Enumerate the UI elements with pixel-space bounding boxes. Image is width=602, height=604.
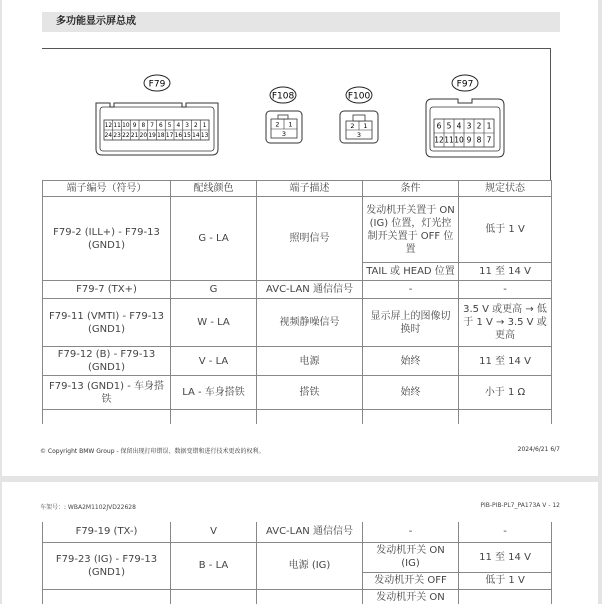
- connector-f79-pin: 1: [202, 123, 207, 130]
- connector-f97-pin: 7: [486, 135, 492, 145]
- connector-f100-label: F100: [347, 91, 371, 102]
- col-header-description: 端子描述: [257, 181, 363, 197]
- connector-f97-pin: 3: [466, 121, 472, 131]
- connector-f79-pin: 6: [159, 123, 163, 130]
- connector-f97-pin: 4: [456, 121, 462, 131]
- table-header-row: [43, 181, 552, 197]
- table-row: F79-2 (ILL+) - F79-13 (GND1) G - LA 照明信号 发动机开关置于 ON (IG) 位置，灯光控制开关置于 OFF 位置 低于 1 V: [43, 197, 552, 263]
- connector-f97-pin: 2: [476, 121, 482, 131]
- connector-f79-pin: 24: [104, 133, 113, 140]
- connector-diagram: [42, 48, 551, 181]
- connector-f97-pin: 12: [434, 135, 444, 145]
- table-row: F79-13 (GND1) - 车身搭铁 LA - 车身搭铁 搭铁 始终 小于 1 Ω: [43, 376, 552, 410]
- svg-text:1: 1: [288, 120, 293, 129]
- connector-f97-pin: 11: [444, 135, 454, 145]
- terminal-spec-table: [42, 180, 552, 424]
- connector-f79-pin: 5: [167, 123, 172, 130]
- table-row: F79-7 (TX+) G AVC-LAN 通信信号 - -: [43, 281, 552, 299]
- connector-f79-pin: 4: [176, 123, 181, 130]
- document-page-1: [2, 0, 598, 476]
- connector-f97-pin: 8: [476, 135, 482, 145]
- connector-f97-pin: 6: [436, 121, 442, 131]
- connector-f79-pin: 17: [165, 133, 174, 140]
- connector-f79-pin: 23: [113, 133, 121, 140]
- table-row: 发动机开关 ON: [43, 589, 552, 604]
- connector-f108: [266, 87, 302, 143]
- table-row: [43, 410, 552, 424]
- footer-page-number: 2024/6/21 6/7: [517, 446, 560, 453]
- connector-f79-pin: 13: [200, 133, 209, 140]
- col-header-condition: 条件: [363, 181, 459, 197]
- connector-f108-label: F108: [271, 91, 295, 102]
- connector-f79: [96, 75, 218, 155]
- connector-f97-pin: 1: [486, 121, 492, 131]
- table-row: 发动机开关 OFF 低于 1 V: [43, 572, 552, 589]
- connector-f79-pin: 20: [139, 133, 148, 140]
- col-header-terminal: 端子编号（符号）: [43, 181, 171, 197]
- connector-f79-pin: 7: [150, 123, 154, 130]
- col-header-wire-color: 配线颜色: [171, 181, 257, 197]
- connector-f97-pin: 10: [454, 135, 464, 145]
- connector-f79-pin: 16: [174, 133, 183, 140]
- footer-copyright: © Copyright BMW Group - 保留出现打印错误、数据变错和进行技术更改的权利。: [40, 448, 265, 455]
- table-row: F79-11 (VMTI) - F79-13 (GND1) W - LA 视频静噪信号 显示屏上的图像切换时 3.5 V 或更高 → 低于 1 V → 3.5 V 或更高: [43, 299, 552, 347]
- svg-text:2: 2: [350, 122, 355, 130]
- col-header-spec: 规定状态: [459, 181, 552, 197]
- connector-f79-pin: 21: [130, 133, 139, 140]
- svg-text:1: 1: [363, 122, 368, 130]
- connector-f79-pin: 9: [132, 123, 137, 130]
- svg-text:3: 3: [281, 130, 287, 138]
- connector-f97-label: F97: [456, 79, 474, 90]
- connector-f79-pin: 11: [113, 123, 121, 130]
- section-title: 多功能显示屏总成: [42, 12, 560, 32]
- connector-f79-pin: 10: [122, 123, 130, 130]
- table-row: F79-23 (IG) - F79-13 (GND1) B - LA 电源 (IG) 发动机开关 ON (IG) 11 至 14 V: [43, 542, 552, 572]
- connector-f79-pin: 14: [192, 133, 200, 140]
- connector-f79-pin: 3: [185, 123, 189, 130]
- connector-f97-pin: 5: [446, 121, 452, 131]
- table-row: F79-12 (B) - F79-13 (GND1) V - LA 电源 始终 11 至 14 V: [43, 347, 552, 376]
- connector-f79-pin: 8: [141, 123, 146, 130]
- connector-f79-pin: 2: [194, 123, 198, 130]
- connector-f79-pin: 12: [104, 123, 113, 130]
- svg-text:2: 2: [275, 120, 280, 129]
- document-page-2: [2, 482, 598, 604]
- connector-f79-pin: 15: [183, 133, 191, 140]
- header-vin: 车架号：: WBA2M1102JVD22628: [40, 504, 136, 511]
- connector-f79-pin: 18: [157, 133, 165, 140]
- table-row: F79-19 (TX-) V AVC-LAN 通信信号 - -: [43, 522, 552, 542]
- terminal-spec-table-continued: [42, 522, 552, 604]
- header-doc-id: PIB-PIB-PL7_PA173A V - 12: [480, 502, 560, 509]
- connector-f97-pin: 9: [466, 135, 472, 145]
- connector-f79-label: F79: [148, 79, 166, 90]
- table-row: TAIL 或 HEAD 位置 11 至 14 V: [43, 263, 552, 281]
- connector-f97: [426, 75, 504, 157]
- svg-text:3: 3: [356, 131, 362, 139]
- connector-f79-pin: 19: [148, 133, 156, 140]
- connector-f79-pin: 22: [122, 133, 130, 140]
- connector-f100: [340, 87, 378, 143]
